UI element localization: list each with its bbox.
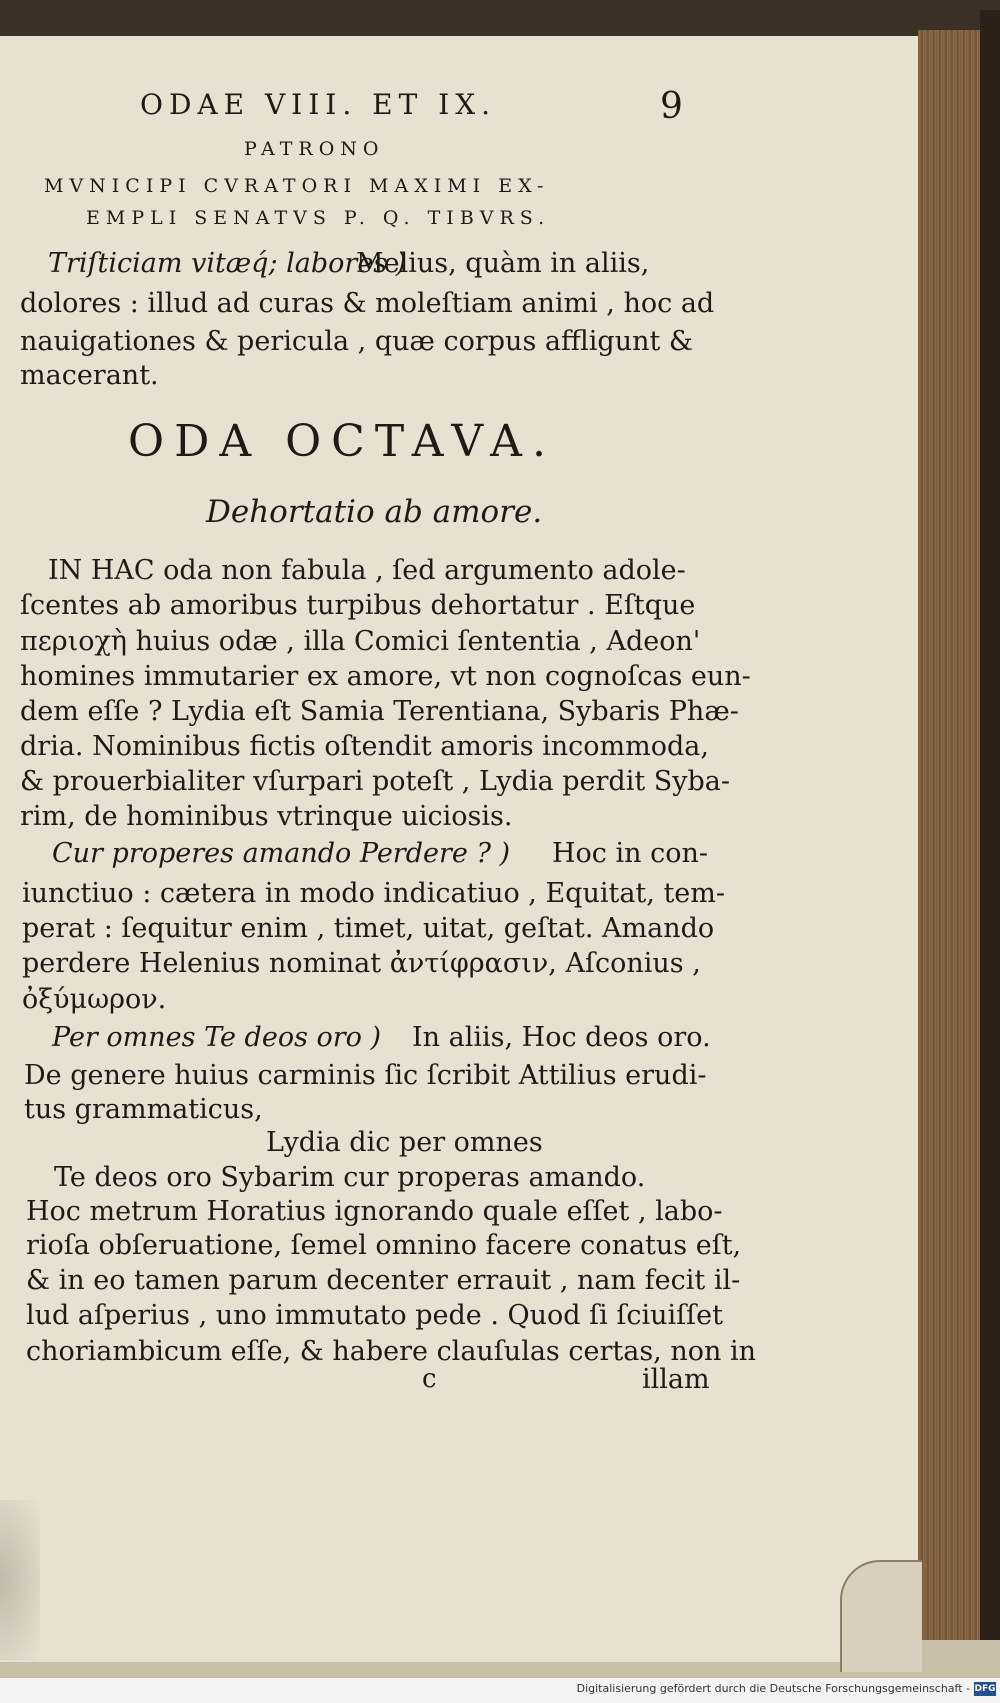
page-corner-curl [840, 1560, 922, 1672]
signature-mark: c [422, 1364, 437, 1394]
commentary-line: De genere huius carminis ſic ſcribit Attilius erudi- [24, 1060, 707, 1091]
commentary-line: nauigationes & pericula , quæ corpus affligunt & [20, 326, 693, 357]
running-title: ODAE VIII. ET IX. [140, 88, 497, 121]
intro-line: dria. Nominibus fictis oſtendit amoris incommoda, [20, 731, 709, 762]
commentary-line: In aliis, Hoc deos oro. [412, 1022, 711, 1053]
commentary-line: tus grammaticus, [24, 1094, 263, 1125]
lemma: Per omnes Te deos oro ) [52, 1022, 382, 1053]
commentary-line: dolores : illud ad curas & moleſtiam animi , hoc ad [20, 288, 715, 319]
lemma: Triſticiam vitæq́; labores ) [48, 248, 407, 279]
lemma: Cur properes amando Perdere ? ) [52, 838, 511, 869]
page-number: 9 [660, 86, 683, 127]
dedication-line: PATRONO [244, 138, 385, 160]
commentary-line: ὀξύμωρον. [22, 984, 167, 1015]
page-stain [0, 1500, 40, 1660]
commentary-line: lud aſperius , uno immutato pede . Quod ſi ſciuiſſet [26, 1300, 723, 1331]
verse-line: Te deos oro Sybarim cur properas amando. [54, 1162, 646, 1193]
intro-line: & prouerbialiter vſurpari poteſt , Lydia perdit Syba- [20, 766, 731, 797]
ode-title: ODA OCTAVA. [128, 416, 556, 467]
commentary-line: perat : ſequitur enim , timet, uitat, geſtat. Amando [22, 913, 715, 944]
ode-subtitle: Dehortatio ab amore. [206, 494, 543, 530]
commentary-line: macerant. [20, 360, 159, 391]
verse-line: Lydia dic per omnes [266, 1127, 543, 1158]
commentary-line: choriambicum eſſe, & habere clauſulas certas, non in [26, 1336, 756, 1367]
dedication-line: MVNICIPI CVRATORI MAXIMI EX- [44, 175, 550, 197]
intro-line: homines immutarier ex amore, vt non cognoſcas eun- [20, 661, 751, 692]
commentary-line: & in eo tamen parum decenter errauit , nam fecit il- [26, 1265, 741, 1296]
commentary-line: Melius, quàm in aliis, [356, 248, 650, 279]
intro-line: dem eſſe ? Lydia eſt Samia Terentiana, Sybaris Phæ- [20, 696, 739, 727]
intro-line: IN HAC oda non fabula , ſed argumento adole- [48, 555, 686, 586]
page-block-edge [918, 30, 980, 1660]
dedication-line: EMPLI SENATVS P. Q. TIBVRS. [86, 207, 551, 229]
catchword: illam [642, 1364, 710, 1395]
book-cover-edge [980, 10, 1000, 1670]
commentary-line: Hoc in con- [552, 838, 709, 869]
intro-line: rim, de hominibus vtrinque uiciosis. [20, 801, 513, 832]
funding-credit: Digitalisierung gefördert durch die Deutsche Forschungsgemeinschaft - [576, 1682, 970, 1695]
commentary-line: iunctiuo : cætera in modo indicatiuo , Equitat, tem- [22, 878, 726, 909]
commentary-line: rioſa obſeruatione, ſemel omnino facere conatus eſt, [26, 1230, 742, 1261]
commentary-line: perdere Helenius nominat ἀντίφρασιν, Aſconius , [22, 948, 701, 979]
digitization-footer [0, 1678, 1000, 1703]
commentary-line: Hoc metrum Horatius ignorando quale eſſet , labo- [26, 1196, 723, 1227]
intro-line: ſcentes ab amoribus turpibus dehortatur . Eſtque [20, 590, 696, 621]
intro-line: περιοχὴ huius odæ , illa Comici ſententia , Adeon' [20, 626, 701, 657]
dfg-logo: DFG [974, 1684, 996, 1694]
